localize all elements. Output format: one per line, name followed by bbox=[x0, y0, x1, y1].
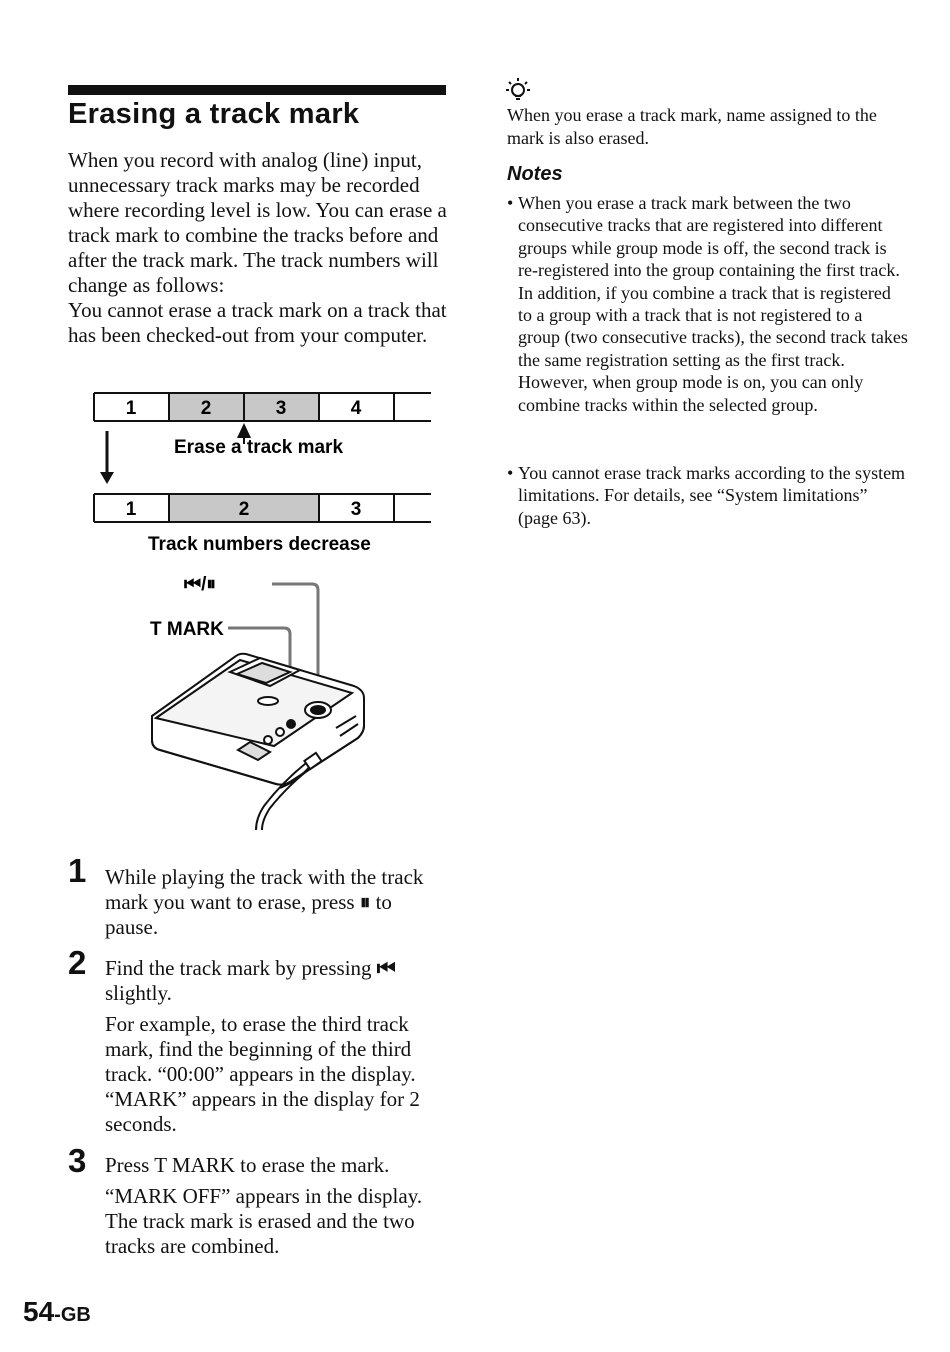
track-before-1: 1 bbox=[125, 398, 137, 419]
bullet-icon: • bbox=[507, 193, 514, 213]
tip-text: When you erase a track mark, name assigned to the mark is also erased. bbox=[507, 105, 877, 148]
page-number bbox=[23, 1296, 91, 1328]
track-diagram bbox=[90, 388, 440, 558]
diagram-caption: Track numbers decrease bbox=[148, 534, 371, 555]
page-number-suffix: -GB bbox=[54, 1304, 91, 1326]
step-number: 1 bbox=[68, 852, 87, 889]
bullet-icon: • bbox=[507, 463, 514, 483]
note-text: When you erase a track mark between the two consecutive tracks that are registered into different groups while group mode is off, the second track is re-registered into the group containing the first track. In addition, if you combine a track that is registered to a group with a track that is not registered to a group (two consecutive tracks), the second track takes the same registration setting as the first track. However, when group mode is on, you can only combine tracks within the selected group. bbox=[518, 193, 908, 415]
step-number: 3 bbox=[68, 1142, 87, 1179]
notes-heading: Notes bbox=[507, 163, 563, 185]
prev-pause-label: ⏮/⏸ bbox=[184, 574, 216, 595]
intro-paragraph-2: You cannot erase a track mark on a track that has been checked-out from your computer. bbox=[68, 298, 447, 347]
track-after-1: 1 bbox=[125, 499, 137, 520]
step-2-text-a: Find the track mark by pressing bbox=[105, 956, 377, 980]
track-after-2: 2 bbox=[238, 499, 250, 520]
step-2-text-b: slightly. bbox=[105, 981, 172, 1005]
step-2-extra: For example, to erase the third track mark, find the beginning of the third track. “00:00” appears in the display. “MARK” appears in the display for 2 seconds. bbox=[105, 1012, 420, 1136]
tmark-label: T MARK bbox=[150, 619, 224, 640]
player-body bbox=[152, 654, 364, 788]
step-2-text bbox=[105, 956, 450, 1006]
intro-paragraph: When you record with analog (line) input, unnecessary track marks may be recorded where recording level is low. You can erase a track mark to combine the tracks before and after the track mark. The track numbers will change as follows: bbox=[68, 148, 447, 297]
note-text: You cannot erase track marks according to the system limitations. For details, see “System limitations” (page 63). bbox=[518, 463, 906, 528]
track-mark-arrow bbox=[237, 423, 251, 438]
page-title: Erasing a track mark bbox=[68, 98, 360, 130]
pause-icon: ⏸ bbox=[359, 891, 371, 914]
intro-text bbox=[68, 148, 458, 348]
track-before-2: 2 bbox=[200, 398, 212, 419]
minidisc-player-illustration bbox=[140, 568, 380, 833]
step-1-text bbox=[105, 865, 450, 940]
step-3-extra: “MARK OFF” appears in the display. The track mark is erased and the two tracks are combined. bbox=[105, 1184, 423, 1258]
down-arrow-icon bbox=[100, 431, 114, 484]
page-number-value: 54 bbox=[23, 1296, 55, 1327]
track-row-after bbox=[94, 494, 431, 522]
prev-track-icon: ⏮ bbox=[376, 957, 396, 980]
step-1-text-a: While playing the track with the track mark you want to erase, press bbox=[105, 865, 424, 914]
step-number: 2 bbox=[68, 944, 87, 981]
erase-label: Erase a track mark bbox=[174, 437, 344, 458]
track-after-3: 3 bbox=[350, 499, 362, 520]
note-item bbox=[507, 462, 908, 529]
title-rule bbox=[68, 85, 446, 95]
step-3-text: Press T MARK to erase the mark. bbox=[105, 1153, 390, 1177]
lightbulb-tip-icon bbox=[506, 76, 532, 106]
track-row-before bbox=[94, 393, 431, 421]
track-before-3: 3 bbox=[275, 398, 287, 419]
track-before-4: 4 bbox=[350, 398, 362, 419]
note-item bbox=[507, 192, 908, 416]
step-1-text-b: to pause. bbox=[105, 890, 392, 939]
